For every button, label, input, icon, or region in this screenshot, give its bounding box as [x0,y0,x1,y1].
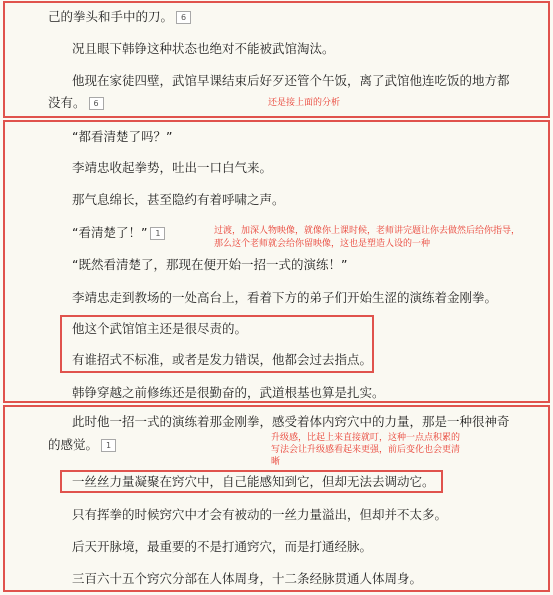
comment-count-badge[interactable]: 1 [150,227,165,240]
section3-paragraph-2: 一丝丝力量凝聚在窍穴中，自己能感知到它，但却无法去调动它。 [72,474,435,489]
comment-count-badge[interactable]: 1 [101,439,116,452]
paragraph-text: 的感觉。 [48,437,99,452]
paragraph-text: 没有。 [48,95,86,110]
section3-paragraph-3: 只有挥拳的时候窍穴中才会有被动的一丝力量溢出，但却并不太多。 [72,507,448,522]
section1-paragraph-3-line-1: 他现在家徒四壁，武馆早课结束后好歹还管个午饭，离了武馆他连吃饭的地方都 [72,73,510,88]
section1-paragraph-2: 况且眼下韩铮这种状态也绝对不能被武馆淘汰。 [72,41,335,56]
section3-paragraph-5: 三百六十五个窍穴分部在人体周身，十二条经脉贯通人体周身。 [72,571,423,586]
comment-count-badge[interactable]: 6 [176,11,191,24]
section3-paragraph-1-line-1: 此时他一招一式的演练着那金刚拳，感受着体内窍穴中的力量，那是一种很神奇 [72,414,510,429]
paragraph-text: 己的拳头和手中的刀。 [48,9,174,24]
annotation-note-line-2: 写法会让升级感看起来更强，前后变化也会更清 [271,445,461,455]
comment-count-badge[interactable]: 6 [89,97,104,110]
section2-paragraph-3: 那气息绵长，甚至隐约有着呼啸之声。 [72,192,285,207]
annotation-note-line-3: 晰 [271,457,281,467]
annotation-note-line-1: 过渡，加深人物映像，就像你上课时候，老师讲完题让你去做然后给你指导， [214,226,521,236]
section1-paragraph-3-line-2 [48,95,104,111]
annotation-note-line-1: 升级感，比起上来直接就叮，这种一点点积累的 [271,433,461,443]
section2-paragraph-7: 他这个武馆馆主还是很尽责的。 [72,321,248,336]
annotation-note-line-2: 那么这个老师就会给你留映像，这也是塑造人设的一种 [214,239,431,249]
section2-paragraph-9: 韩铮穿越之前修练还是很勤奋的，武道根基也算是扎实。 [72,385,385,400]
section2-paragraph-5: “既然看清楚了，那现在便开始一招一式的演练！” [72,257,348,272]
paragraph-text: “看清楚了！” [72,225,148,240]
section2-paragraph-8: 有谁招式不标准，或者是发力错误，他都会过去指点。 [72,352,373,367]
section3-paragraph-1-line-2 [48,437,116,453]
section2-paragraph-2: 李靖忠收起拳势，吐出一口白气来。 [72,160,273,175]
section1-paragraph-1 [48,9,191,25]
section2-paragraph-6: 李靖忠走到教场的一处高台上，看着下方的弟子们开始生涩的演练着金刚拳。 [72,290,498,305]
section2-paragraph-1: “都看清楚了吗？” [72,129,173,144]
section3-paragraph-4: 后天开脉境，最重要的不是打通窍穴，而是打通经脉。 [72,539,373,554]
annotation-note: 还是接上面的分析 [268,98,341,108]
section2-paragraph-4 [72,225,165,241]
